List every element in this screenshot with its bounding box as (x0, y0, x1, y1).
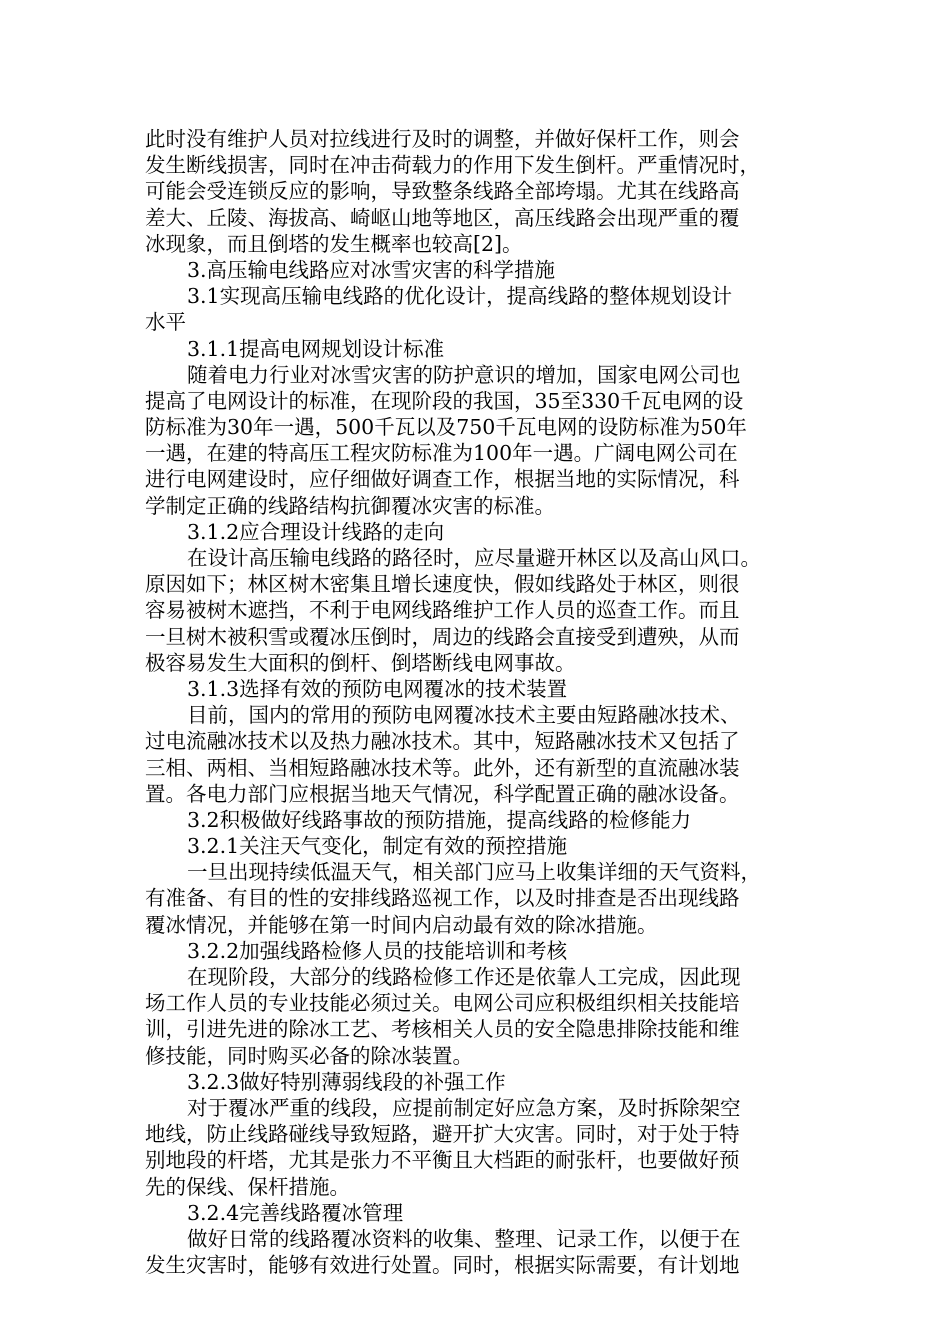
paragraph-start: 目前，国内的常用的预防电网覆冰技术主要由短路融冰技术、 (187, 703, 741, 728)
paragraph-start: 对于覆冰严重的线段，应提前制定好应急方案，及时拆除架空 (187, 1095, 741, 1120)
text-line: 进行电网建设时，应仔细做好调查工作，根据当地的实际情况，科 (145, 467, 740, 492)
section-heading: 3.高压输电线路应对冰雪灾害的科学措施 (187, 257, 556, 282)
text-line: 训，引进先进的除冰工艺、考核相关人员的安全隐患排除技能和维 (145, 1017, 740, 1042)
section-heading: 3.1.3选择有效的预防电网覆冰的技术装置 (187, 676, 568, 701)
paragraph-start: 一旦出现持续低温天气，相关部门应马上收集详细的天气资料， (187, 860, 761, 885)
text-line: 一旦树木被积雪或覆冰压倒时，周边的线路会直接受到遭殃，从而 (145, 624, 740, 649)
text-line: 置。各电力部门应根据当地天气情况，科学配置正确的融冰设备。 (145, 781, 740, 806)
paragraph-start: 在设计高压输电线路的路径时，应尽量避开林区以及高山风口。 (187, 546, 761, 570)
text-line: 学制定正确的线路结构抗御覆冰灾害的标准。 (145, 493, 555, 518)
text-line: 过电流融冰技术以及热力融冰技术。其中，短路融冰技术又包括了 (145, 729, 740, 754)
text-line: 提高了电网设计的标准，在现阶段的我国，35至330千瓦电网的设 (145, 388, 744, 413)
text-line: 地线，防止线路碰线导致短路，避开扩大灾害。同时，对于处于特 (145, 1122, 740, 1147)
section-heading: 3.2.3做好特别薄弱线段的补强工作 (187, 1069, 506, 1094)
text-line: 容易被树木遮挡，不利于电网线路维护工作人员的巡查工作。而且 (145, 598, 740, 623)
text-line: 水平 (145, 310, 186, 335)
text-line: 一遇，在建的特高压工程灾防标准为100年一遇。广阔电网公司在 (145, 441, 738, 466)
text-line: 场工作人员的专业技能必须过关。电网公司应积极组织相关技能培 (145, 991, 740, 1016)
paragraph-start: 在现阶段，大部分的线路检修工作还是依靠人工完成，因此现 (187, 965, 741, 989)
section-heading: 3.2.2加强线路检修人员的技能培训和考核 (187, 938, 568, 963)
section-heading: 3.2积极做好线路事故的预防措施，提高线路的检修能力 (187, 807, 692, 832)
text-line: 差大、丘陵、海拔高、崎岖山地等地区，高压线路会出现严重的覆 (145, 205, 740, 230)
section-heading: 3.1实现高压输电线路的优化设计，提高线路的整体规划设计 (187, 284, 733, 309)
text-line: 有准备、有目的性的安排线路巡视工作，以及时排查是否出现线路 (145, 886, 740, 911)
text-line: 发生断线损害，同时在冲击荷载力的作用下发生倒杆。严重情况时， (145, 153, 760, 178)
text-line: 冰现象，而且倒塔的发生概率也较高[2]。 (145, 231, 523, 256)
paragraph-start: 做好日常的线路覆冰资料的收集、整理、记录工作，以便于在 (187, 1226, 741, 1251)
paragraph-start: 随着电力行业对冰雪灾害的防护意识的增加，国家电网公司也 (187, 362, 741, 387)
text-line: 修技能，同时购买必备的除冰装置。 (145, 1043, 473, 1068)
text-line: 覆冰情况，并能够在第一时间内启动最有效的除冰措施。 (145, 912, 658, 937)
text-line: 发生灾害时，能够有效进行处置。同时，根据实际需要，有计划地 (145, 1253, 740, 1278)
section-heading: 3.2.4完善线路覆冰管理 (187, 1200, 404, 1225)
text-line: 可能会受连锁反应的影响，导致整条线路全部垮塌。尤其在线路高 (145, 179, 740, 204)
section-heading: 3.1.2应合理设计线路的走向 (187, 519, 445, 544)
section-heading: 3.2.1关注天气变化，制定有效的预控措施 (187, 834, 568, 859)
text-line: 原因如下；林区树木密集且增长速度快，假如线路处于林区，则很 (145, 572, 740, 597)
text-line: 此时没有维护人员对拉线进行及时的调整，并做好保杆工作，则会 (145, 127, 740, 151)
text-line: 三相、两相、当相短路融冰技术等。此外，还有新型的直流融冰装 (145, 755, 740, 780)
text-line: 先的保线、保杆措施。 (145, 1174, 350, 1199)
text-line: 别地段的杆塔，尤其是张力不平衡且大档距的耐张杆，也要做好预 (145, 1148, 740, 1173)
section-heading: 3.1.1提高电网规划设计标准 (187, 336, 445, 361)
document-body (145, 126, 805, 1278)
text-line: 防标准为30年一遇，500千瓦以及750千瓦电网的设防标准为50年 (145, 415, 747, 440)
text-line: 极容易发生大面积的倒杆、倒塔断线电网事故。 (145, 650, 576, 675)
